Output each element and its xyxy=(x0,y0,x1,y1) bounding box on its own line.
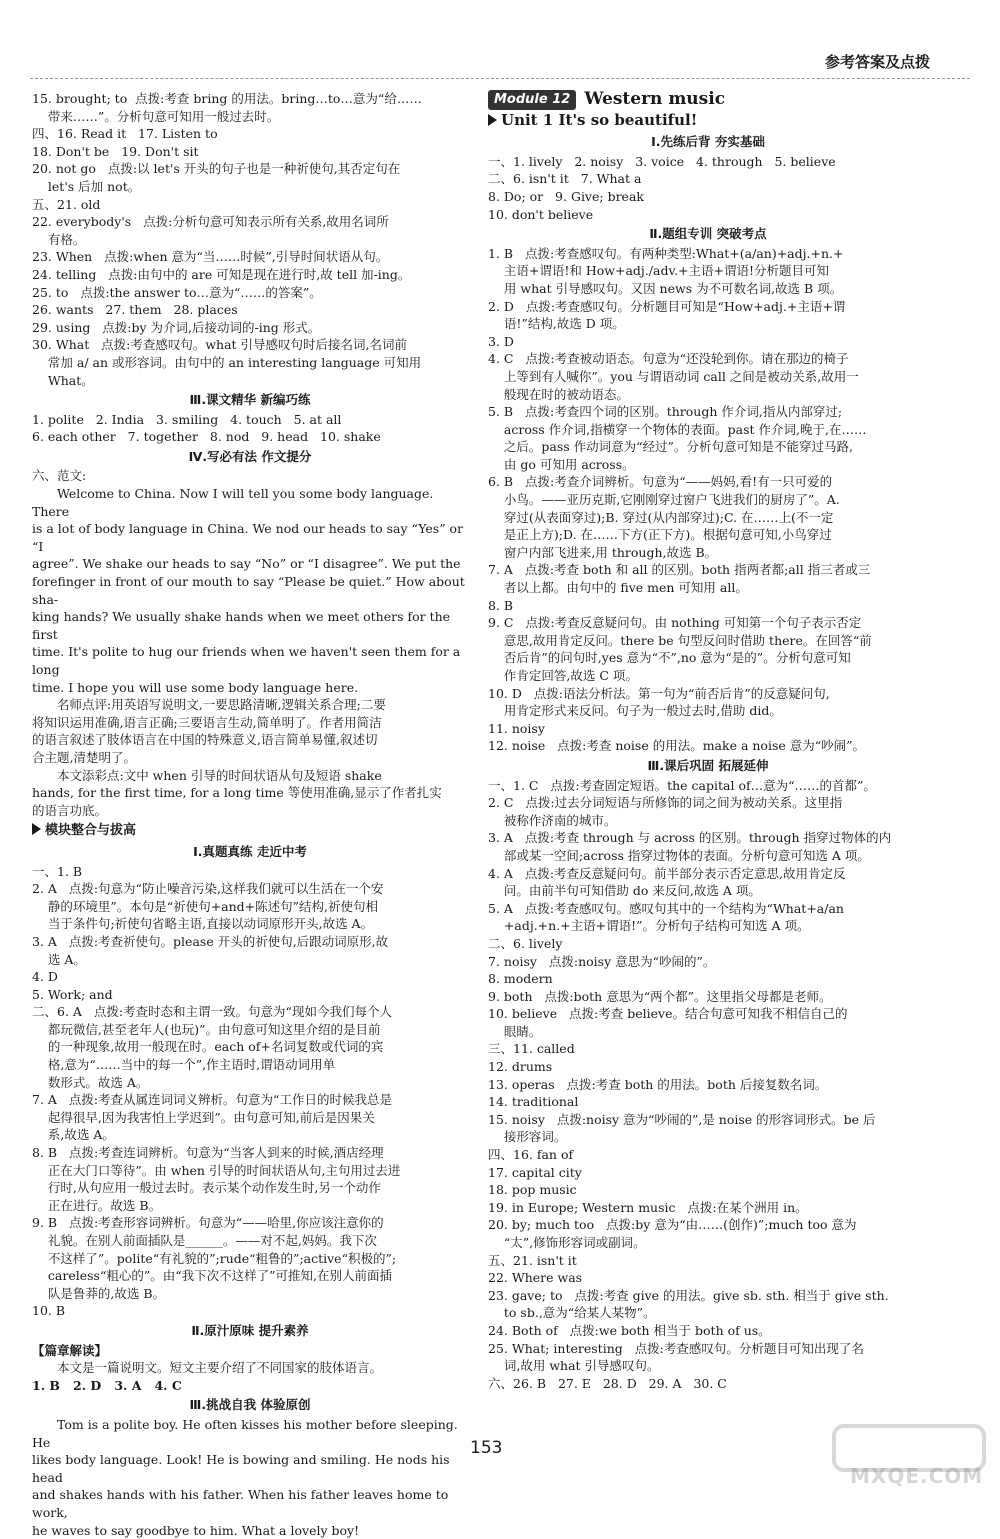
answer-line: 正在进行。故选 B。 xyxy=(32,1197,468,1215)
answer-line: 用肯定形式来反问。句子为一般过去时,借助 did。 xyxy=(488,702,928,720)
answer-line: 作肯定回答,故选 C 项。 xyxy=(488,667,928,685)
module-review-title xyxy=(32,822,468,840)
comment-line: hands, for the first time, for a long time 等使用准确,显示了作者扎实 xyxy=(32,784,468,802)
answer-line: 8. B 点拨:考查连词辨析。句意为“当客人到来的时候,酒店经理 xyxy=(32,1144,468,1162)
answer-line: “太”,修饰形容词或副词。 xyxy=(488,1234,928,1252)
answer-line: 被称作济南的城市。 xyxy=(488,812,928,830)
answer-line: 8. modern xyxy=(488,970,928,988)
answer-line: 小鸟。——亚历克斯,它刚刚穿过窗户飞进我们的厨房了”。A. xyxy=(488,491,928,509)
answer-line: 9. both 点拨:both 意思为“两个都”。这里指父母都是老师。 xyxy=(488,988,928,1006)
essay-line: king hands? We usually shake hands when we meet others for the first xyxy=(32,608,468,643)
story-line: he waves to say goodbye to him. What a lovely boy! xyxy=(32,1522,468,1539)
answer-line: 10. D 点拨:语法分析法。第一句为“前否后肯”的反意疑问句, xyxy=(488,685,928,703)
answer-line: 12. drums xyxy=(488,1058,928,1076)
module-header xyxy=(488,90,928,110)
answer-line: 30. What 点拨:考查感叹句。what 引导感叹句时后接名词,名词前 xyxy=(32,336,468,354)
answer-line: 正在大门口等待”。由 when 引导的时间状语从句,主句用过去进 xyxy=(32,1162,468,1180)
answer-line: 8. B xyxy=(488,597,928,615)
answer-line: 二、6. isn't it 7. What a xyxy=(488,170,928,188)
answer-line: 13. operas 点拨:考查 both 的用法。both 后接复数名词。 xyxy=(488,1076,928,1094)
answer-line: 队是鲁莽的,故选 B。 xyxy=(32,1285,468,1303)
answer-line: 接形容词。 xyxy=(488,1128,928,1146)
answer-line: 三、11. called xyxy=(488,1040,928,1058)
answer-line: 6. B 点拨:考查介词辨析。句意为“——妈妈,看!有一只可爱的 xyxy=(488,473,928,491)
answer-line: 19. in Europe; Western music 点拨:在某个洲用 in。 xyxy=(488,1199,928,1217)
answer-line: 22. Where was xyxy=(488,1269,928,1287)
answer-line: 5. Work; and xyxy=(32,986,468,1004)
answer-line: 2. A 点拨:句意为“防止噪音污染,这样我们就可以生活在一个安 xyxy=(32,880,468,898)
section-title: Ⅱ.原汁原味 提升素养 xyxy=(32,1322,468,1340)
answer-line: 般现在时的被动语态。 xyxy=(488,386,928,404)
answers-block-a xyxy=(32,90,468,389)
answer-line: 格,意为“……当中的每一个”,作主语时,谓语动词用单 xyxy=(32,1056,468,1074)
comment-line: 本文添彩点:文中 when 引导的时间状语从句及短语 shake xyxy=(32,767,468,785)
unit-title-text: Unit 1 It's so beautiful! xyxy=(501,111,697,129)
answer-line: careless“粗心的”。由“我下次不这样了”可推知,在别人前面插 xyxy=(32,1267,468,1285)
answer-line: 常加 a/ an 或形容词。由句中的 an interesting language 可知用 xyxy=(32,354,468,372)
section-title: Ⅲ.课后巩固 拓展延伸 xyxy=(488,757,928,775)
section-title: Ⅰ.真题真练 走近中考 xyxy=(32,843,468,861)
story-line: likes body language. Look! He is bowing and smiling. He nods his head xyxy=(32,1451,468,1486)
answer-line: 9. B 点拨:考查形容词辨析。句意为“——哈里,你应该注意你的 xyxy=(32,1214,468,1232)
answer-line: 24. Both of 点拨:we both 相当于 both of us。 xyxy=(488,1322,928,1340)
answer-line: 带来……”。分析句意可知用一般过去时。 xyxy=(32,108,468,126)
answer-line: 窗户内部飞进来,用 through,故选 B。 xyxy=(488,544,928,562)
answer-line: 的一种现象,故用一般现在时。each of+名词复数或代词的宾 xyxy=(32,1038,468,1056)
answers-block-c xyxy=(488,777,928,1393)
answer-line: 25. to 点拨:the answer to…意为“……的答案”。 xyxy=(32,284,468,302)
answer-line: 4. C 点拨:考查被动语态。句意为“还没轮到你。请在那边的椅子 xyxy=(488,350,928,368)
answer-line: 7. A 点拨:考查 both 和 all 的区别。both 指两者都;all 指三者或三 xyxy=(488,561,928,579)
section-title: Ⅳ.写必有法 作文提分 xyxy=(32,448,468,466)
answers-block-b xyxy=(488,245,928,755)
teacher-comment xyxy=(32,696,468,819)
answer-line: 1. polite 2. India 3. smiling 4. touch 5. at all xyxy=(32,411,468,429)
original-story xyxy=(32,1416,468,1539)
answer-line: 29. using 点拨:by 为介词,后接动词的-ing 形式。 xyxy=(32,319,468,337)
reading-summary: 本文是一篇说明文。短文主要介绍了不同国家的肢体语言。 xyxy=(32,1359,468,1377)
answer-line: 由 go 可知用 across。 xyxy=(488,456,928,474)
comment-line: 的语言叙述了肢体语言在中国的特殊意义,语言简单易懂,叙述切 xyxy=(32,731,468,749)
answer-line: 20. by; much too 点拨:by 意为“由……(创作)”;much too 意为 xyxy=(488,1216,928,1234)
answer-line: 五、21. old xyxy=(32,196,468,214)
answer-line: 5. A 点拨:考查感叹句。感叹句其中的一个结构为“What+a/an xyxy=(488,900,928,918)
answers-block-b xyxy=(32,411,468,446)
comment-line: 合主题,清楚明了。 xyxy=(32,749,468,767)
triangle-icon xyxy=(488,114,497,126)
answer-line: 四、16. Read it 17. Listen to xyxy=(32,125,468,143)
answer-line: 都玩微信,甚至老年人(也玩)”。由句意可知这里介绍的是目前 xyxy=(32,1021,468,1039)
answer-line: 部或某一空间;across 指穿过物体的表面。分析句意可知选 A 项。 xyxy=(488,847,928,865)
answer-line: 7. noisy 点拨:noisy 意思为“吵闹的”。 xyxy=(488,953,928,971)
left-column xyxy=(32,90,468,1539)
answer-line: 意思,故用肯定反问。there be 句型反问时借助 there。在回答“前 xyxy=(488,632,928,650)
triangle-icon xyxy=(32,823,41,835)
answer-line: 语!”结构,故选 D 项。 xyxy=(488,315,928,333)
answer-line: 23. When 点拨:when 意为“当……时候”,引导时间状语从句。 xyxy=(32,248,468,266)
header-title: 参考答案及点拨 xyxy=(825,54,930,72)
watermark-text: MXQE.COM xyxy=(850,1468,983,1486)
answer-line: +adj.+n.+主语+谓语!”。分析句子结构可知选 A 项。 xyxy=(488,917,928,935)
answer-line: 有格。 xyxy=(32,231,468,249)
answer-line: across 作介词,指横穿一个物体的表面。past 作介词,晚于,在…… xyxy=(488,421,928,439)
answer-line: 二、6. lively xyxy=(488,935,928,953)
module-title: Western music xyxy=(584,91,725,109)
comment-line: 名师点评:用英语写说明文,一要思路清晰,逻辑关系合理;二要 xyxy=(32,696,468,714)
answer-line: 不这样了”。polite“有礼貌的”;rude“粗鲁的”;active“积极的”; xyxy=(32,1250,468,1268)
answer-line: 24. telling 点拨:由句中的 are 可知是现在进行时,故 tell 加-ing。 xyxy=(32,266,468,284)
answer-line: 一、1. lively 2. noisy 3. voice 4. through 5. believe xyxy=(488,153,928,171)
story-line: and shakes hands with his father. When his father leaves home to work, xyxy=(32,1486,468,1521)
answer-line: 18. pop music xyxy=(488,1181,928,1199)
module-review-label: 模块整合与拔高 xyxy=(45,823,136,838)
answer-line: 18. Don't be 19. Don't sit xyxy=(32,143,468,161)
answer-line: 2. C 点拨:过去分词短语与所修饰的词之间为被动关系。这里指 xyxy=(488,794,928,812)
answer-line: 数形式。故选 A。 xyxy=(32,1074,468,1092)
answer-line: 10. believe 点拨:考查 believe。结合句意可知我不相信自己的 xyxy=(488,1005,928,1023)
answer-line: 7. A 点拨:考查从属连词词义辨析。句意为“工作日的时候我总是 xyxy=(32,1091,468,1109)
answer-line: 4. A 点拨:考查反意疑问句。前半部分表示否定意思,故用肯定反 xyxy=(488,865,928,883)
answer-line: 五、21. isn't it xyxy=(488,1252,928,1270)
answer-line: 礼貌。在别人前面插队是______。——对不起,妈妈。我下次 xyxy=(32,1232,468,1250)
answer-line: 一、1. B xyxy=(32,863,468,881)
answer-line: 20. not go 点拨:以 let's 开头的句子也是一种祈使句,其否定句在 xyxy=(32,160,468,178)
answer-line: 者以上都。由句中的 five men 可知用 all。 xyxy=(488,579,928,597)
answer-line: 眼睛。 xyxy=(488,1023,928,1041)
reading-answers: 1. B 2. D 3. A 4. C xyxy=(32,1377,468,1395)
essay-line: Welcome to China. Now I will tell you some body language. There xyxy=(32,485,468,520)
answer-line: 14. traditional xyxy=(488,1093,928,1111)
answer-line: 25. What; interesting 点拨:考查感叹句。分析题目可知出现了名 xyxy=(488,1340,928,1358)
section-title: Ⅲ.课文精华 新编巧练 xyxy=(32,391,468,409)
essay-line: time. I hope you will use some body language here. xyxy=(32,679,468,697)
unit-title xyxy=(488,112,928,130)
answer-line: 23. gave; to 点拨:考查 give 的用法。give sb. sth. 相当于 give sth. xyxy=(488,1287,928,1305)
story-line: Tom is a polite boy. He often kisses his mother before sleeping. He xyxy=(32,1416,468,1451)
answer-line: 11. noisy xyxy=(488,720,928,738)
answers-block-c xyxy=(32,863,468,1320)
reading-label: 【篇章解读】 xyxy=(32,1342,468,1360)
section-title: Ⅲ.挑战自我 体验原创 xyxy=(32,1396,468,1414)
answer-line: 行时,从句应用一般过去时。表示某个动作发生时,另一个动作 xyxy=(32,1179,468,1197)
essay-line: forefinger in front of our mouth to say “Please be quiet.” How about sha- xyxy=(32,573,468,608)
answer-line: 六、26. B 27. E 28. D 29. A 30. C xyxy=(488,1375,928,1393)
answer-line: 起得很早,因为我害怕上学迟到”。由句意可知,前后是因果关 xyxy=(32,1109,468,1127)
essay-line: agree”. We shake our heads to say “No” or “I disagree”. We put the xyxy=(32,555,468,573)
answer-line: 二、6. A 点拨:考查时态和主谓一致。句意为“现如今我们每个人 xyxy=(32,1003,468,1021)
answer-line: let's 后加 not。 xyxy=(32,178,468,196)
right-column xyxy=(488,90,928,1392)
section-title: Ⅱ.题组专训 突破考点 xyxy=(488,225,928,243)
answer-line: 3. A 点拨:考查 through 与 across 的区别。through 指穿过物体的内 xyxy=(488,829,928,847)
page-header xyxy=(30,52,970,79)
essay-line: is a lot of body language in China. We nod our heads to say “Yes” or “I xyxy=(32,520,468,555)
answer-line: 17. capital city xyxy=(488,1164,928,1182)
answer-line: 12. noise 点拨:考查 noise 的用法。make a noise 意为“吵闹”。 xyxy=(488,737,928,755)
answers-block-a xyxy=(488,153,928,223)
answer-line: 四、16. fan of xyxy=(488,1146,928,1164)
answer-line: 穿过(从表面穿过);B. 穿过(从内部穿过);C. 在……上(不一定 xyxy=(488,509,928,527)
answer-line: 用 what 引导感叹句。又因 news 为不可数名词,故选 B 项。 xyxy=(488,280,928,298)
answer-line: 15. noisy 点拨:noisy 意为“吵闹的”,是 noise 的形容词形式。be 后 xyxy=(488,1111,928,1129)
comment-line: 将知识运用准确,语言正确;三要语言生动,简单明了。作者用简洁 xyxy=(32,714,468,732)
answer-line: 2. D 点拨:考查感叹句。分析题目可知是“How+adj.+主语+谓 xyxy=(488,298,928,316)
answer-line: 是正上方);D. 在……下方(正下方)。根据句意可知,小鸟穿过 xyxy=(488,526,928,544)
answer-line: 问。由前半句可知借助 do 来反问,故选 A 项。 xyxy=(488,882,928,900)
answer-line: 静的环境里”。本句是“祈使句+and+陈述句”结构,祈使句相 xyxy=(32,898,468,916)
answer-line: 词,故用 what 引导感叹句。 xyxy=(488,1357,928,1375)
page-number: 153 xyxy=(470,1440,502,1458)
answer-line: 选 A。 xyxy=(32,951,468,969)
answer-line: What。 xyxy=(32,372,468,390)
answer-line: 系,故选 A。 xyxy=(32,1126,468,1144)
answer-line: 3. A 点拨:考查祈使句。please 开头的祈使句,后跟动词原形,故 xyxy=(32,933,468,951)
answer-line: 当于条件句;祈使句省略主语,直接以动词原形开头,故选 A。 xyxy=(32,915,468,933)
answer-line: 上等到有人喊你”。you 与谓语动词 call 之间是被动关系,故用一 xyxy=(488,368,928,386)
essay xyxy=(32,485,468,696)
answer-line: 4. D xyxy=(32,968,468,986)
comment-line: 的语言功底。 xyxy=(32,802,468,820)
answer-line: to sb.,意为“给某人某物”。 xyxy=(488,1304,928,1322)
answer-line: 15. brought; to 点拨:考查 bring 的用法。bring…to…意为“给…… xyxy=(32,90,468,108)
answer-line: 之后。pass 作动词意为“经过”。分析句意可知是不能穿过马路, xyxy=(488,438,928,456)
answer-line: 否后肯”的问句时,yes 意为“不”,no 意为“是的”。分析句意可知 xyxy=(488,649,928,667)
answer-line: 22. everybody's 点拨:分析句意可知表示所有关系,故用名词所 xyxy=(32,213,468,231)
essay-line: time. It's polite to hug our friends when we haven't seen them for a long xyxy=(32,643,468,678)
answer-line: 8. Do; or 9. Give; break xyxy=(488,188,928,206)
essay-label: 六、范文: xyxy=(32,467,468,485)
answer-line: 10. don't believe xyxy=(488,206,928,224)
answer-line: 5. B 点拨:考查四个词的区别。through 作介词,指从内部穿过; xyxy=(488,403,928,421)
answer-line: 一、1. C 点拨:考查固定短语。the capital of…意为“……的首都”。 xyxy=(488,777,928,795)
answer-line: 9. C 点拨:考查反意疑问句。由 nothing 可知第一个句子表示否定 xyxy=(488,614,928,632)
answer-line: 3. D xyxy=(488,333,928,351)
answer-line: 26. wants 27. them 28. places xyxy=(32,301,468,319)
module-badge: Module 12 xyxy=(488,90,576,110)
answer-line: 主语+谓语!和 How+adj./adv.+主语+谓语!分析题目可知 xyxy=(488,262,928,280)
section-title: Ⅰ.先练后背 夯实基础 xyxy=(488,133,928,151)
answer-line: 6. each other 7. together 8. nod 9. head 10. shake xyxy=(32,428,468,446)
answer-line: 1. B 点拨:考查感叹句。有两种类型:What+(a/an)+adj.+n.+ xyxy=(488,245,928,263)
answer-line: 10. B xyxy=(32,1302,468,1320)
